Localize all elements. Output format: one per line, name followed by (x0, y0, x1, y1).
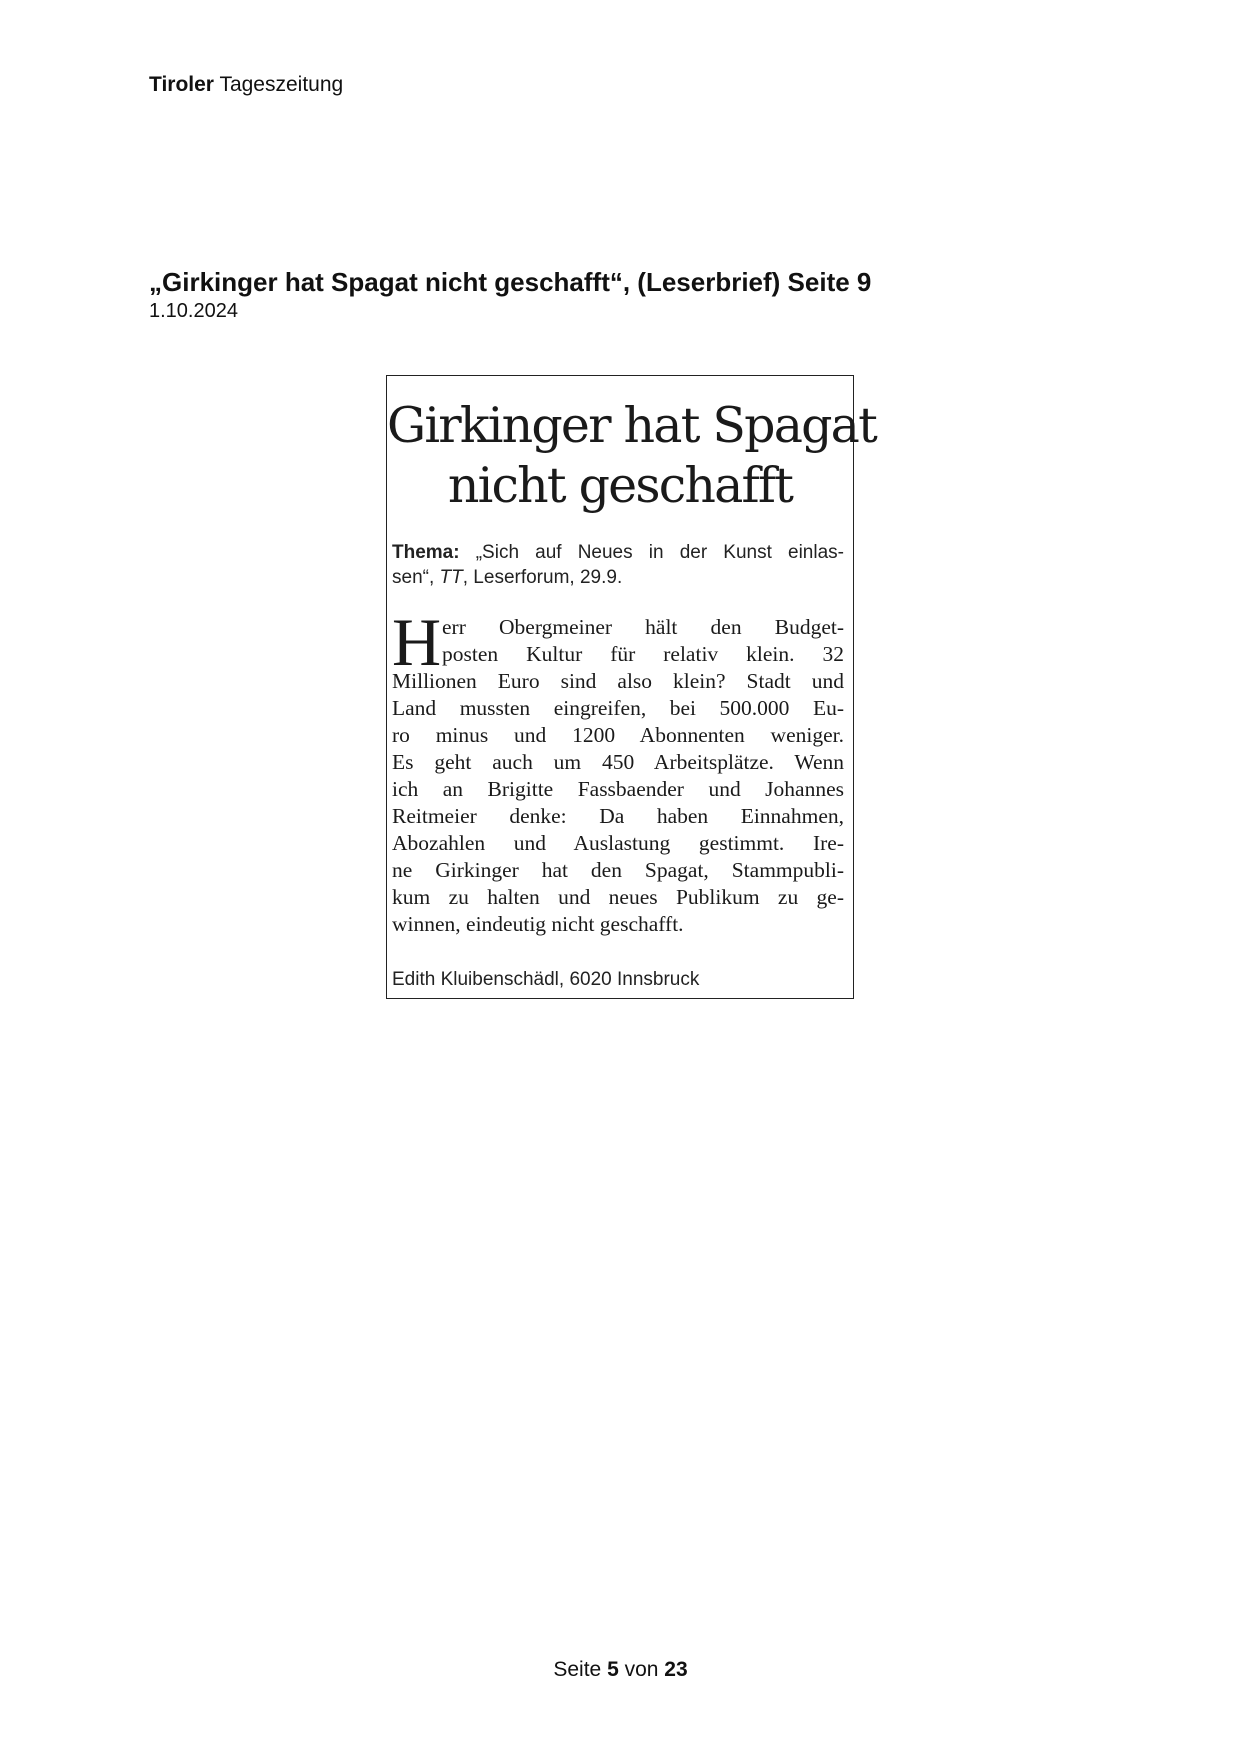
body-line: winnen, eindeutig nicht geschafft. (392, 912, 684, 936)
page-footer (0, 1657, 1241, 1683)
clipping-topic-line (392, 540, 844, 565)
publication-header (149, 72, 343, 98)
clipping-body (392, 604, 844, 938)
topic-text: , Leserforum, 29.9. (462, 567, 623, 588)
clipping-headline-line: Girkinger hat Spagat (387, 397, 876, 454)
clipping-topic-line (392, 565, 844, 590)
body-line: posten Kultur für relativ klein. 32 (442, 642, 844, 666)
body-line: err Obergmeiner hält den Budget- (442, 615, 844, 639)
clipping-author: Edith Kluibenschädl, 6020 Innsbruck (392, 969, 700, 990)
body-line: Es geht auch um 450 Arbeitsplätze. Wenn (392, 750, 844, 774)
publication-name-bold: Tiroler (149, 73, 214, 96)
body-line: ro minus und 1200 Abonnenten weniger. (392, 723, 844, 747)
body-line: kum zu halten und neues Publikum zu ge- (392, 885, 844, 909)
body-line: ich an Brigitte Fassbaender und Johannes (392, 777, 844, 801)
body-line: Millionen Euro sind also klein? Stadt und (392, 669, 844, 693)
clipping-headline-line: nicht geschafft (447, 457, 793, 514)
topic-label: Thema: (392, 542, 460, 563)
topic-source: TT (439, 567, 463, 588)
body-line: Abozahlen und Auslastung gestimmt. Ire- (392, 831, 844, 855)
topic-text: „Sich auf Neues in der Kunst einlas- (475, 542, 844, 563)
topic-text: sen“, (392, 567, 435, 588)
page-total: 23 (664, 1658, 688, 1681)
article-date: 1.10.2024 (149, 300, 238, 322)
newspaper-clipping (386, 375, 876, 999)
body-line: Land mussten eingreifen, bei 500.000 Eu- (392, 696, 844, 720)
body-line: ne Girkinger hat den Spagat, Stammpubli- (392, 858, 844, 882)
page-current: 5 (607, 1658, 619, 1681)
article-title: „Girkinger hat Spagat nicht geschafft“, (Leserbrief) Seite 9 (149, 267, 872, 297)
page-label: Seite (553, 1658, 602, 1681)
body-line: Reitmeier denke: Da haben Einnahmen, (392, 804, 844, 828)
page-of-label: von (624, 1658, 659, 1681)
clipping-topic (392, 540, 844, 590)
dropcap: H (392, 604, 442, 680)
publication-name-rest: Tageszeitung (219, 73, 344, 96)
clipping-headline (387, 396, 876, 516)
